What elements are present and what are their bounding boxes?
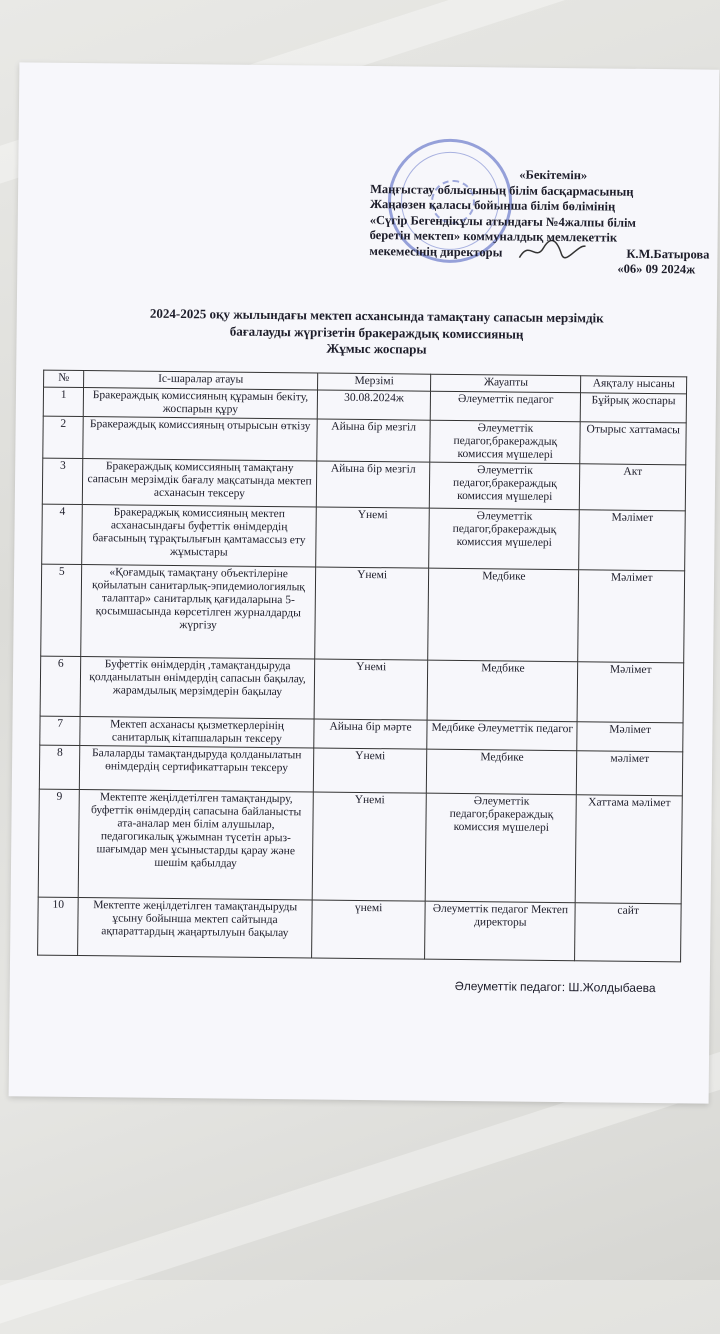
cell-number: 3 [42, 458, 83, 504]
cell-deadline: Үнемі [315, 507, 429, 568]
cell-activity: Бракераджық комиссияның мектеп асханасындағы буфеттік өнімдердің бағасының тұрақтылығын қамтамассыз ету жұмыстары [82, 505, 316, 567]
cell-activity: Мектепте жеңілдетілген тамақтандыру, буфеттік өнімдердің сапасына байланысты ата-аналар мен білім алушылар, педагогикалық ұжымнан түсетін арыз-шағымдар мен ұсыныстарды қарау және шешім қабылдау [79, 790, 313, 900]
cell-responsible: Әлеуметтік педагог,бракераждық комиссия мүшелері [430, 420, 580, 464]
cell-responsible: Әлеуметтік педагог Мектеп директоры [425, 901, 576, 961]
cell-number: 7 [40, 716, 81, 745]
cell-number: 9 [38, 789, 80, 897]
approval-line: Маңғыстау облысының білім басқармасының [370, 181, 634, 199]
cell-activity: Бракераждық комиссияның құрамын бекіту, жоспарын құру [84, 388, 318, 419]
approval-heading: «Бекітемін» [519, 167, 588, 183]
cell-responsible: Медбике [428, 568, 579, 662]
approval-block [369, 166, 710, 278]
cell-completion-form: Мәлімет [578, 570, 685, 663]
cell-completion-form: мәлімет [577, 751, 683, 796]
header-completion-form: Аяқталу нысаны [581, 376, 687, 394]
table-row [38, 789, 682, 904]
cell-responsible: Әлеуметтік педагог,бракераждық комиссия мүшелері [429, 508, 580, 570]
work-plan-table [37, 370, 687, 963]
director-name: К.М.Батырова [626, 246, 710, 262]
cell-number: 4 [42, 504, 83, 564]
cell-responsible: Әлеуметтік педагог,бракераждық комиссия мүшелері [430, 462, 580, 510]
table-row [42, 504, 686, 571]
cell-activity: Мектепте жеңілдетілген тамақтандыруды ұсыну бойынша мектеп сайтында ақпараттардың жаңартылуын бақылау [78, 898, 312, 958]
cell-completion-form: Акт [580, 464, 686, 511]
cell-number: 5 [41, 564, 82, 656]
table-row [42, 458, 685, 511]
header-deadline: Мерзімі [317, 373, 431, 391]
table-row [43, 416, 686, 465]
cell-completion-form: сайт [575, 903, 681, 962]
director-label: мекемесінің директоры [369, 243, 503, 259]
cell-responsible: Медбике [427, 660, 578, 722]
document-sheet [9, 62, 720, 1103]
cell-number: 1 [43, 387, 84, 416]
cell-completion-form: Мәлімет [577, 662, 683, 723]
cell-activity: Буфеттік өнімдердің ,тамақтандыруда қолданылатын өнімдердің сапасын бақылау, жарамдылық мерзімдерін бақылау [80, 657, 314, 719]
document-title [76, 305, 676, 361]
cell-completion-form: Отырыс хаттамасы [580, 422, 686, 465]
cell-deadline: 30.08.2024ж [317, 390, 431, 420]
title-line-3: Жұмыс жоспары [326, 340, 427, 357]
table-row [38, 897, 682, 962]
title-line-1: 2024-2025 оқу жылындағы мектеп асхансында тамақтану сапасын мерзімдік [149, 305, 604, 326]
cell-responsible: Медбике Әлеуметтік педагог [427, 720, 577, 751]
cell-activity: Бракераждық комиссияның тамақтану сапасын мерзімдік бағалу мақсатында мектеп асханасын тексеру [83, 459, 317, 507]
cell-number: 8 [39, 745, 80, 789]
header-activity: Іс-шаралар атауы [84, 371, 317, 390]
cell-activity: Мектеп асханасы қызметкерлерінің санитарлық кітапшаларын тексеру [80, 717, 314, 748]
approval-line: «Сүгір Бегендікұлы атындағы №4жалпы білім [369, 212, 637, 230]
cell-completion-form: Мәлімет [579, 510, 685, 571]
cell-deadline: Үнемі [314, 659, 428, 720]
cell-responsible: Медбике [427, 749, 577, 795]
approval-line: Жаңаөзен қаласы бойынша білім бөлімінің [369, 197, 616, 214]
cell-responsible: Әлеуметтік педагог,бракераждық комиссия мүшелері [426, 793, 577, 903]
approval-line: беретін мектеп» коммуналдық мемлекеттік [369, 228, 618, 245]
cell-deadline: Айына бір мәрте [313, 719, 427, 749]
table-row [39, 745, 682, 796]
cell-number: 10 [38, 897, 79, 955]
cell-activity: «Қоғамдық тамақтану объектілеріне қойылатын санитарлық-эпидемиологиялық талаптар» санитарлық қағидаларына 5-қосымшасында көрсетілген журналдарды жүргізу [81, 565, 315, 659]
footer-signature: Әлеуметтік педагог: Ш.Жолдыбаева [454, 978, 656, 996]
cell-number: 2 [43, 416, 84, 458]
cell-deadline: Айына бір мезгіл [316, 419, 430, 462]
header-number: № [44, 370, 85, 387]
table-row [40, 656, 684, 723]
cell-deadline: Үнемі [312, 792, 427, 901]
cell-deadline: үнемі [311, 900, 425, 959]
header-responsible: Жауапты [431, 374, 581, 393]
cell-completion-form: Мәлімет [577, 722, 683, 752]
cell-activity: Балаларды тамақтандыруда қолданылатын өнімдердің сертификаттарын тексеру [80, 746, 314, 792]
cell-deadline: Айына бір мезгіл [316, 461, 430, 508]
title-line-2: бағалауды жүргізетін бракераждық комиссияның [229, 323, 524, 342]
cell-deadline: Үнемі [313, 748, 427, 793]
cell-deadline: Үнемі [314, 567, 429, 660]
cell-number: 6 [40, 656, 81, 716]
cell-completion-form: Бұйрық жоспары [580, 393, 686, 423]
cell-activity: Бракераждық комиссияның отырысын өткізу [83, 417, 317, 461]
approval-date: «06» 09 2024ж [617, 261, 696, 277]
table-row [41, 564, 685, 663]
cell-completion-form: Хаттама мәлімет [575, 795, 682, 904]
cell-responsible: Әлеуметтік педагог [431, 391, 581, 422]
